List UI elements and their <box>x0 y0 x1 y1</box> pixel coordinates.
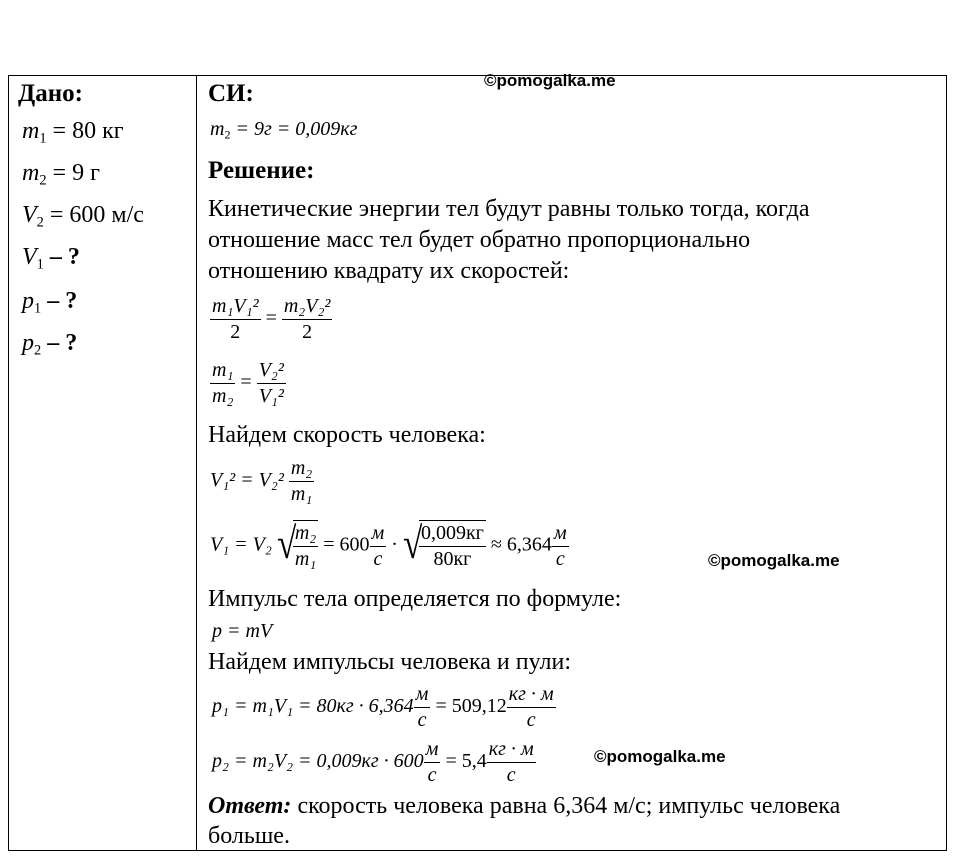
equation-impulse-man: p₁ = m₁V₁ = 80кг · 6,364 $\frac{м}{с}$ = 509,12 $\frac{кг \cdot м}{с}$ <box>212 683 554 731</box>
equation-kinetic-energy: $\frac{\text{m₁V₁²}}{2}$ = $\frac{\text{m₂V₂²}}{2}$ <box>212 295 331 343</box>
equation-impulse-bullet: p₂ = m₂V₂ = 0,009кг · 600 $\frac{м}{с}$ = 5,4 $\frac{кг \cdot м}{с}$ <box>212 738 534 786</box>
find-impulses-text: Найдем импульсы человека и пули: <box>208 649 572 675</box>
watermark-bottom: ©pomogalka.me <box>594 747 726 766</box>
solution-text-line: отношение масс тел будет обратно пропорционально <box>208 227 751 253</box>
equation-mass-ratio: $\frac{\text{m₁}}{\text{m₂}}$ = $\frac{\text{V₂²}}{\text{V₁²}}$ <box>212 359 284 407</box>
given-item: $V_2 = 600$ м/с <box>22 202 144 231</box>
answer-line: Ответ: скорость человека равна 6,364 м/с; импульс человека <box>208 793 841 819</box>
given-item: $m_1 = 80$ кг <box>22 118 124 147</box>
solution-text-line: Кинетические энергии тел будут равны только тогда, когда <box>208 196 810 222</box>
si-heading: СИ: <box>208 80 254 107</box>
given-item: $m_2 = 9$ г <box>22 160 100 189</box>
given-item: $V_1$ – ? <box>22 244 80 273</box>
find-speed-text: Найдем скорость человека: <box>208 422 486 448</box>
equation-speed-result: V₁ = V₂ √ $\frac{\text{m₂}}{\text{m₁}}$ = 600 $\frac{м}{с}$ · √ $\frac{0,009кг}{80кг}$ ≈ 6,364 $\frac{м}{с}$ <box>210 519 567 570</box>
equation-impulse: p = mV <box>212 620 273 642</box>
impulse-text: Импульс тела определяется по формуле: <box>208 586 622 612</box>
given-heading: Дано: <box>18 80 83 107</box>
given-item: $p_1$ – ? <box>22 288 78 317</box>
column-divider <box>196 75 197 851</box>
watermark-top: ©pomogalka.me <box>484 71 616 90</box>
si-formula: $m_2 = 9г = 0,009кг$ <box>210 118 358 142</box>
answer-line-cont: больше. <box>208 823 290 849</box>
solution-text-line: отношению квадрату их скоростей: <box>208 258 570 284</box>
equation-speed-squared: V₁² = V₂² $\frac{\text{m₂}}{\text{m₁}}$ <box>210 457 313 505</box>
table-frame <box>8 75 947 851</box>
watermark-middle: ©pomogalka.me <box>708 551 840 570</box>
given-item: $p_2$ – ? <box>22 330 78 359</box>
solution-heading: Решение: <box>208 157 315 184</box>
